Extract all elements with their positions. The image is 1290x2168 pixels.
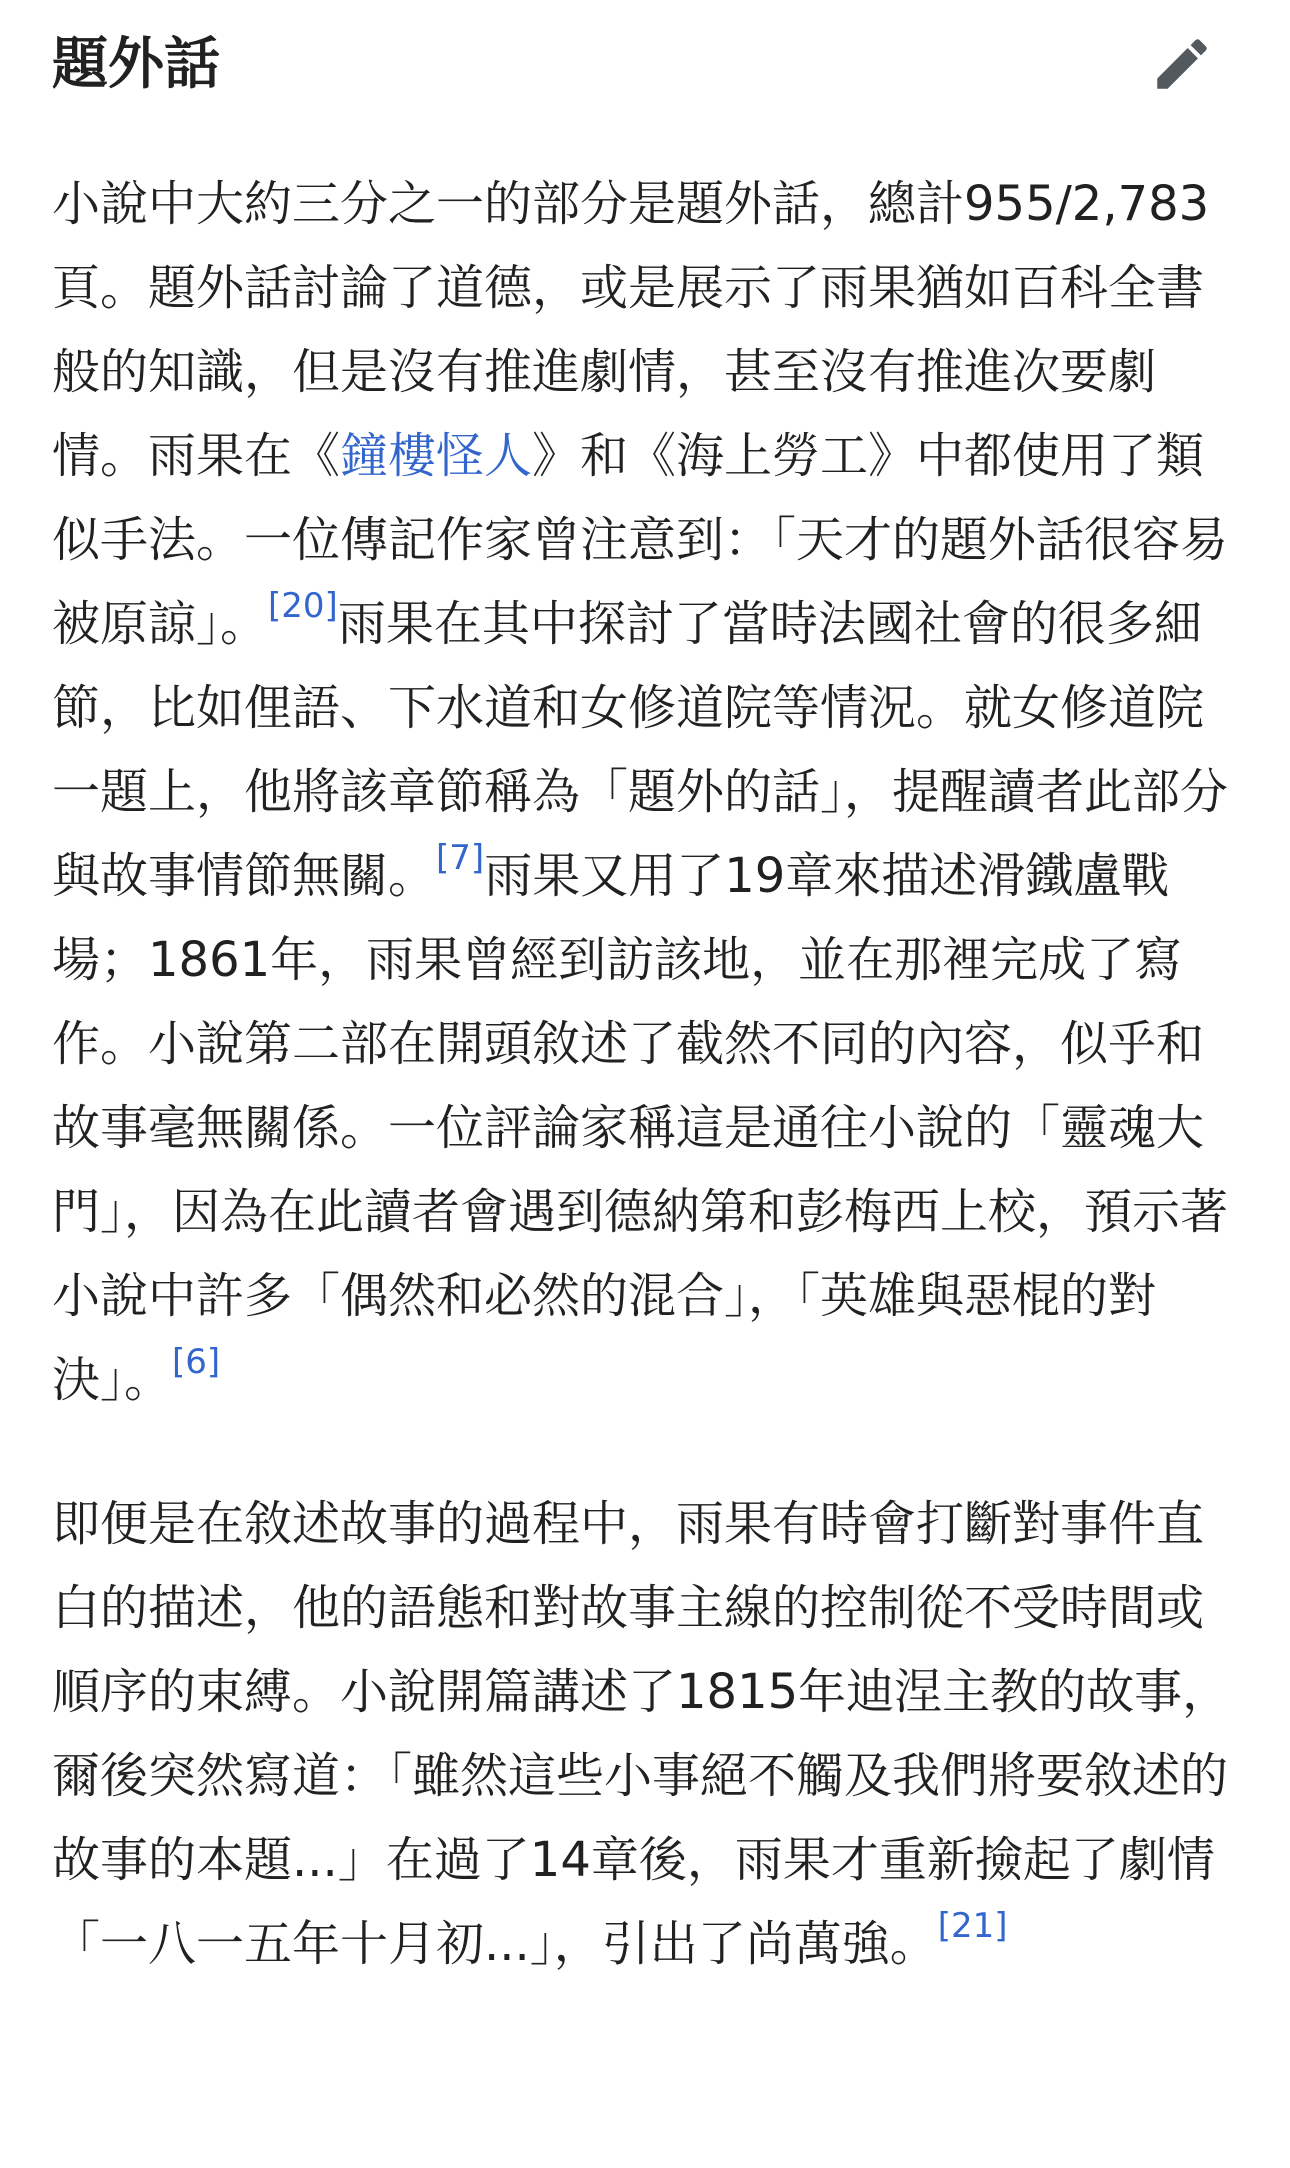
text-segment: 即便是在敘述故事的過程中，雨果有時會打斷對事件直白的描述，他的語態和對故事主線的控制從不受時間或順序的束縛。小說開篇講述了1815年迪涅主教的故事，爾後突然寫道：「雖然這些小事絕不觸及我們將要敘述的故事的本題...」在過了14章後，雨果才重新撿起了劇情「一八一五年十月初...」，引出了尚萬強。 (52, 1496, 1231, 1972)
reference-link-20[interactable]: [20] (268, 586, 338, 626)
paragraph-2 (52, 1482, 1238, 1986)
reference-21 (938, 1906, 1008, 1946)
link-hunchback-of-notre-dame[interactable]: 鐘樓怪人 (340, 428, 533, 484)
reference-6 (172, 1342, 220, 1382)
pencil-icon (1149, 31, 1215, 97)
reference-20 (268, 586, 338, 626)
edit-section-button[interactable] (1146, 28, 1218, 100)
paragraph-1 (52, 162, 1238, 1422)
text-segment: 》和《海上勞工》中都使用了類似手法。一位傳記作家曾注意到：「天才的題外話很容易被原諒」。 (52, 428, 1229, 652)
text-segment: 雨果在其中探討了當時法國社會的很多細節，比如俚語、下水道和女修道院等情況。就女修道院一題上，他將該章節稱為「題外的話」，提醒讀者此部分與故事情節無關。 (52, 596, 1229, 904)
reference-7 (436, 838, 484, 878)
section-header (52, 0, 1238, 150)
text-segment: 小說中大約三分之一的部分是題外話，總計955/2,783頁。題外話討論了道德，或是展示了雨果猶如百科全書般的知識，但是沒有推進劇情，甚至沒有推進次要劇情。雨果在《 (52, 176, 1210, 484)
section-title: 題外話 (52, 32, 220, 97)
text-segment: 雨果又用了19章來描述滑鐵盧戰場；1861年，雨果曾經到訪該地，並在那裡完成了寫作。小說第二部在開頭敘述了截然不同的內容，似乎和故事毫無關係。一位評論家稱這是通往小說的「靈魂大門」，因為在此讀者會遇到德納第和彭梅西上校，預示著小說中許多「偶然和必然的混合」，「英雄與惡棍的對決」。 (52, 848, 1229, 1408)
reference-link-21[interactable]: [21] (937, 1906, 1008, 1946)
reference-link-6[interactable]: [6] (172, 1342, 221, 1382)
reference-link-7[interactable]: [7] (436, 838, 485, 878)
